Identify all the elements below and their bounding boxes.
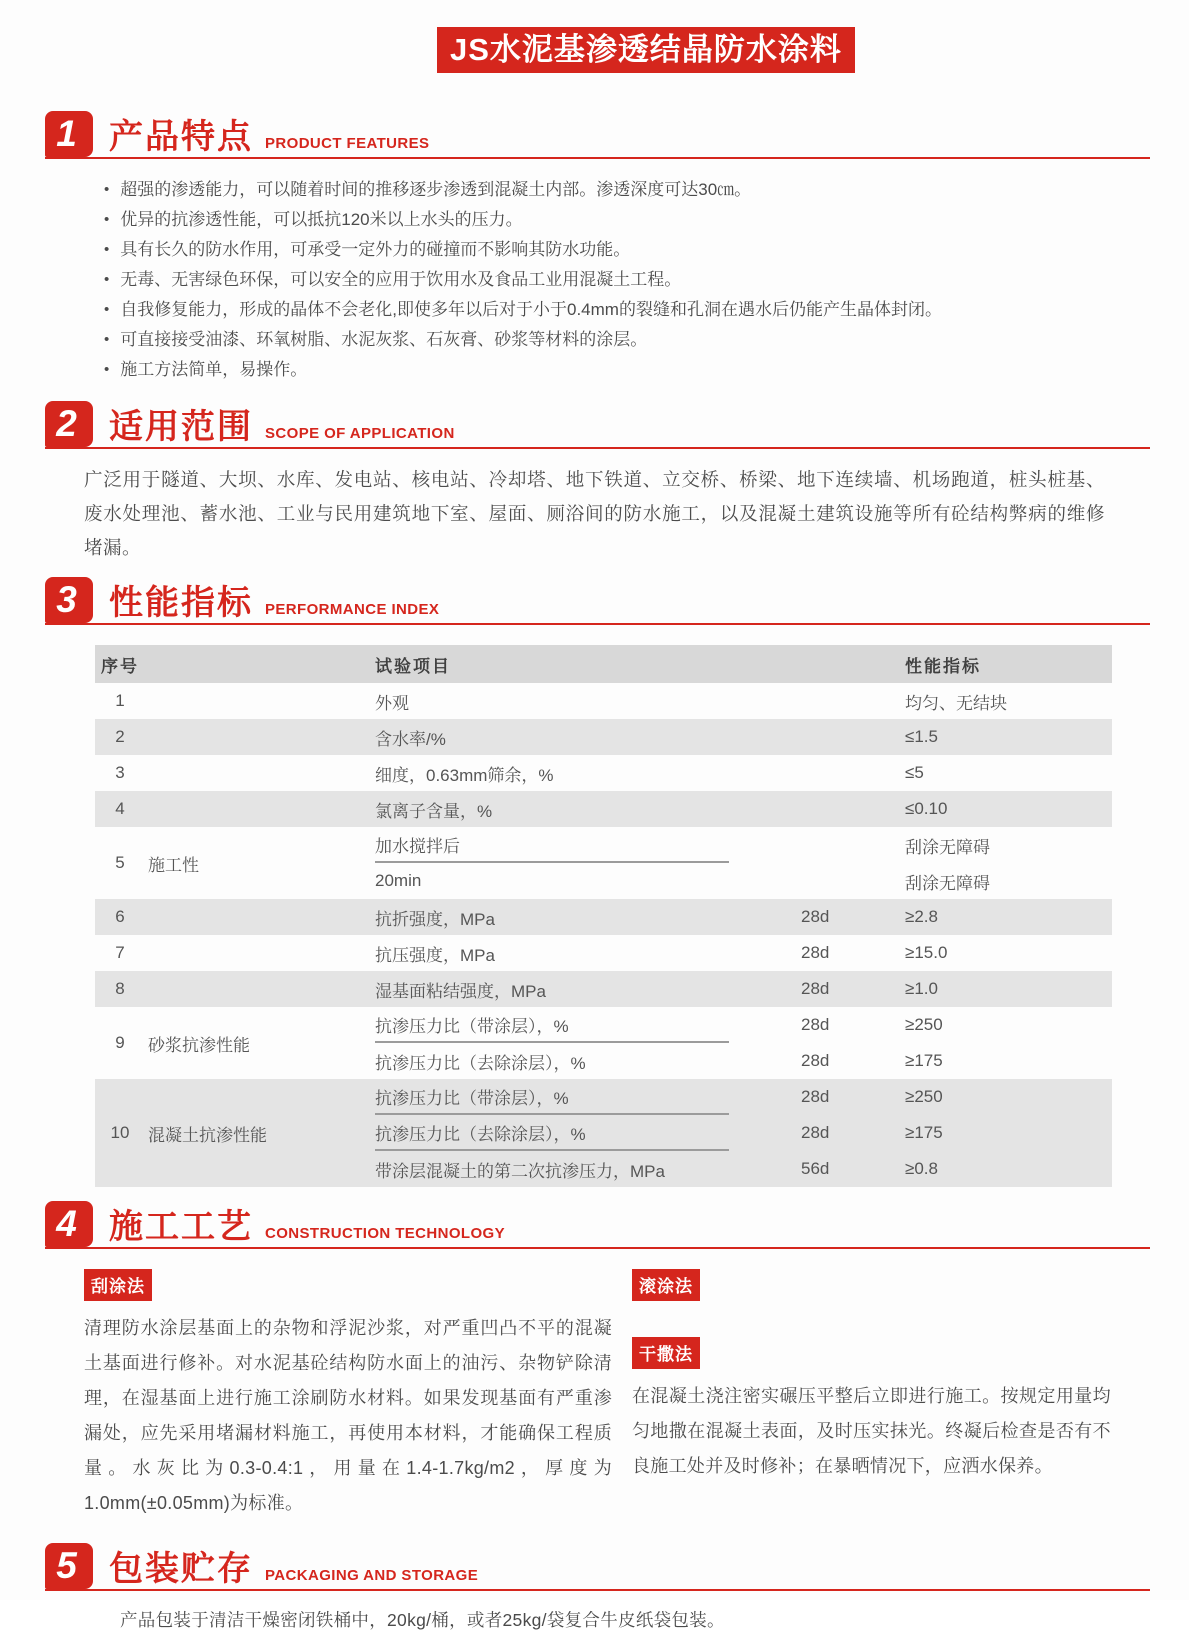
test-item-cell: 加水搅拌后 [375,827,729,863]
table-subrow [375,1007,1112,1043]
table-header-row [95,645,1112,683]
table-row [95,971,1112,1007]
row-number: 5 [115,853,125,872]
bullet-icon: • [104,301,110,318]
age-cell: 28d [801,943,830,962]
column-header-item: 试验项目 [375,656,451,676]
feature-text: 可直接接受油漆、环氧树脂、水泥灰浆、石灰膏、砂浆等材料的涂层。 [120,330,648,349]
row-items [375,971,1112,1007]
test-item-cell: 抗渗压力比（带涂层），% [375,1007,729,1043]
age-cell [795,863,905,899]
row-category [145,755,375,791]
feature-text: 超强的渗透能力，可以随着时间的推移逐步渗透到混凝土内部。渗透深度可达30㎝。 [120,180,752,199]
row-category: 砂浆抗渗性能 [148,1035,250,1055]
test-item-cell: 抗压强度，MPa [375,945,495,965]
table-row [95,827,1112,899]
method-text-scrape: 清理防水涂层基面上的杂物和浮泥沙浆，对严重凹凸不平的混凝土基面进行修补。对水泥基砼结构防水面上的油污、杂物铲除清理，在湿基面上进行施工涂刷防水材料。如果发现基面有严重渗漏处，应先采用堵漏材料施工，再使用本材料，才能确保工程质量。水灰比为0.3-0.4:1，用量在1.4-1.7kg/m2，厚度为1.0mm(±0.05mm)为标准。 [84,1318,612,1513]
feature-item [104,175,1129,205]
method-badge-scrape: 刮涂法 [84,1269,152,1301]
feature-text: 自我修复能力，形成的晶体不会老化,即使多年以后对于小于0.4mm的裂缝和孔洞在遇水后仍能产生晶体封闭。 [120,300,942,319]
row-items [375,899,1112,935]
table-row [95,1079,1112,1187]
feature-item [104,235,1129,265]
section-number-badge: 4 [45,1201,93,1247]
age-cell: 28d [801,907,830,926]
feature-item [104,355,1129,385]
table-subrow [375,1151,1112,1187]
title-row [0,0,1189,73]
row-items [375,755,1112,791]
row-items [375,935,1112,971]
row-category [145,719,375,755]
row-category [145,899,375,935]
section-number-badge: 3 [45,577,93,623]
section-header-performance [45,577,1150,625]
row-number: 9 [115,1033,125,1052]
column-header-index: 性能指标 [905,656,981,676]
table-row [95,683,1112,719]
section-title: 包装贮存 [109,1550,253,1588]
row-number: 1 [115,691,125,710]
age-cell [795,645,905,683]
bullet-icon: • [104,271,110,288]
table-subrow [375,1043,1112,1079]
table-subrow [375,863,1112,899]
index-value-cell: ≤5 [905,763,924,782]
section-header-scope [45,401,1150,449]
feature-text: 具有长久的防水作用，可承受一定外力的碰撞而不影响其防水功能。 [120,240,631,259]
row-items [375,645,1112,683]
test-item-cell: 抗折强度，MPa [375,909,495,929]
section-title: 适用范围 [109,408,253,446]
feature-text: 优异的抗渗透性能，可以抵抗120米以上水头的压力。 [120,210,523,229]
row-number: 7 [115,943,125,962]
index-value-cell: ≥175 [905,1051,943,1070]
feature-item [104,265,1129,295]
test-item-cell: 外观 [375,693,409,713]
method-roll-and-dry [632,1269,1111,1521]
row-number: 10 [110,1123,130,1142]
section-subtitle: SCOPE OF APPLICATION [265,425,455,442]
bullet-icon: • [104,241,110,258]
section-title: 性能指标 [109,584,253,622]
row-category: 混凝土抗渗性能 [148,1125,267,1145]
method-badge-row [84,1269,612,1301]
table-subrow [375,645,1112,683]
row-number: 8 [115,979,125,998]
table-subrow [375,899,1112,935]
column-header-no: 序号 [101,656,139,676]
test-item-cell: 抗渗压力比（带涂层），% [375,1079,729,1115]
packaging-paragraph: 产品包装于清洁干燥密闭铁桶中，20kg/桶，或者25kg/袋复合牛皮纸袋包装。 [120,1610,725,1630]
test-item-cell: 细度，0.63mm筛余，% [375,765,554,785]
bullet-icon: • [104,181,110,198]
section-header-features [45,111,1150,159]
table-subrow [375,755,1112,791]
table-subrow [375,971,1112,1007]
feature-item [104,205,1129,235]
index-value-cell: 刮涂无障碍 [905,873,990,893]
table-subrow [375,1079,1112,1115]
section-subtitle: PRODUCT FEATURES [265,135,430,152]
table-row [95,1007,1112,1079]
index-value-cell: ≥0.8 [905,1159,938,1178]
row-category [145,935,375,971]
section-subtitle: PERFORMANCE INDEX [265,601,440,618]
age-cell: 56d [801,1159,830,1178]
table-row [95,755,1112,791]
section-subtitle: CONSTRUCTION TECHNOLOGY [265,1225,506,1242]
row-items [375,827,1112,899]
age-cell: 28d [801,1123,830,1142]
row-items [375,683,1112,719]
table-row [95,719,1112,755]
section-number-badge: 5 [45,1543,93,1589]
age-cell: 28d [801,1015,830,1034]
test-item-cell: 氯离子含量，% [375,801,493,821]
row-category [145,683,375,719]
method-scrape-coating [84,1269,612,1521]
bullet-icon: • [104,211,110,228]
row-category [145,791,375,827]
table-row [95,791,1112,827]
table-subrow [375,791,1112,827]
index-value-cell: ≥2.8 [905,907,938,926]
scope-paragraph: 广泛用于隧道、大坝、水库、发电站、核电站、冷却塔、地下铁道、立交桥、桥梁、地下连续墙、机场跑道，桩头桩基、废水处理池、蓄水池、工业与民用建筑地下室、屋面、厕浴间的防水施工，以及混凝土建筑设施等所有砼结构弊病的维修堵漏。 [84,469,1105,558]
row-number: 3 [115,763,125,782]
method-badge-row [632,1269,1111,1301]
method-text-dry-sprinkle: 在混凝土浇注密实碾压平整后立即进行施工。按规定用量均匀地撒在混凝土表面，及时压实抹光。终凝后检查是否有不良施工处并及时修补；在暴晒情况下，应洒水保养。 [632,1386,1111,1476]
method-badge-row [632,1337,1111,1369]
test-item-cell: 抗渗压力比（去除涂层），% [375,1053,586,1073]
age-cell: 28d [801,1051,830,1070]
test-item-cell: 带涂层混凝土的第二次抗渗压力，MPa [375,1161,665,1181]
method-badge-roll: 滚涂法 [632,1269,700,1301]
age-cell [795,683,905,719]
index-value-cell: ≥1.0 [905,979,938,998]
section-header-construction [45,1201,1150,1249]
row-number: 6 [115,907,125,926]
age-cell: 28d [801,979,830,998]
row-number: 2 [115,727,125,746]
table-subrow [375,935,1112,971]
table-subrow [375,827,1112,863]
row-items [375,791,1112,827]
index-value-cell: ≥250 [905,1087,943,1106]
row-category: 施工性 [148,855,199,875]
index-value-cell: ≥250 [905,1015,943,1034]
section-number-badge: 2 [45,401,93,447]
row-category [145,971,375,1007]
feature-item [104,295,1129,325]
section-subtitle: PACKAGING AND STORAGE [265,1567,479,1584]
row-category [145,645,375,683]
feature-item [104,325,1129,355]
age-cell [795,827,905,863]
construction-columns [84,1269,1111,1521]
test-item-cell: 湿基面粘结强度，MPa [375,981,546,1001]
age-cell [795,719,905,755]
bullet-icon: • [104,361,110,378]
table-subrow [375,683,1112,719]
index-value-cell: ≥15.0 [905,943,948,962]
index-value-cell: ≤1.5 [905,727,938,746]
table-subrow [375,1115,1112,1151]
index-value-cell: 均匀、无结块 [905,693,1007,713]
feature-text: 无毒、无害绿色环保，可以安全的应用于饮用水及食品工业用混凝土工程。 [120,270,682,289]
row-items [375,719,1112,755]
section-number-badge: 1 [45,111,93,157]
table-row [95,899,1112,935]
feature-text: 施工方法简单，易操作。 [120,360,308,379]
test-item-cell: 含水率/% [375,729,446,749]
row-items [375,1079,1112,1187]
index-value-cell: ≥175 [905,1123,943,1142]
age-cell [795,791,905,827]
performance-table [95,645,1112,1187]
index-value-cell: 刮涂无障碍 [905,837,990,857]
age-cell [795,755,905,791]
row-number: 4 [115,799,125,818]
age-cell: 28d [801,1087,830,1106]
section-title: 施工工艺 [109,1208,253,1246]
method-badge-dry-sprinkle: 干撒法 [632,1337,700,1369]
page-title: JS水泥基渗透结晶防水涂料 [437,27,855,73]
bullet-icon: • [104,331,110,348]
test-item-cell: 抗渗压力比（去除涂层），% [375,1115,729,1151]
table-row [95,935,1112,971]
features-list [104,175,1129,385]
row-items [375,1007,1112,1079]
section-header-packaging [45,1543,1150,1591]
section-title: 产品特点 [109,118,253,156]
table-subrow [375,719,1112,755]
index-value-cell: ≤0.10 [905,799,948,818]
test-item-cell: 20min [375,871,422,890]
